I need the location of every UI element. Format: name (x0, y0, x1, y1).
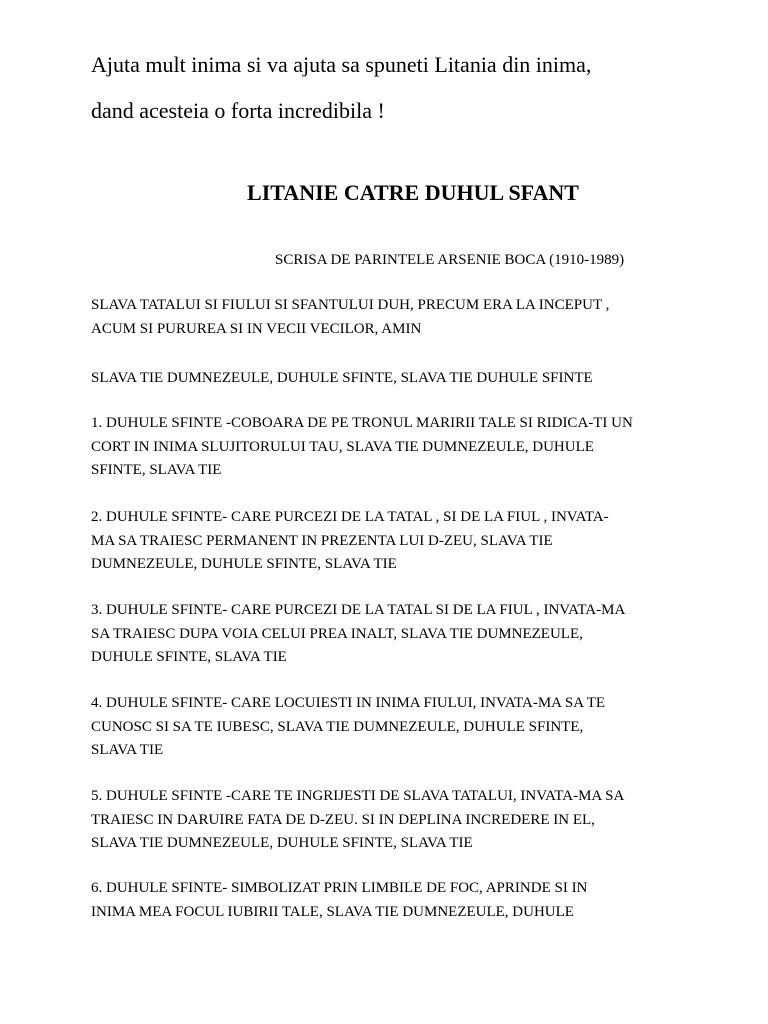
paragraph-line: 1. DUHULE SFINTE -COBOARA DE PE TRONUL MARIRII TALE SI RIDICA-TI UN (91, 415, 633, 431)
paragraph-line: DUMNEZEULE, DUHULE SFINTE, SLAVA TIE (91, 556, 397, 572)
paragraph-doxology (91, 294, 751, 341)
paragraph-line: MA SA TRAIESC PERMANENT IN PREZENTA LUI D-ZEU, SLAVA TIE (91, 532, 553, 549)
paragraph-line: SLAVA TIE DUMNEZEULE, DUHULE SFINTE, SLAVA TIE DUHULE SFINTE (91, 370, 593, 386)
paragraph-line: CORT IN INIMA SLUJITORULUI TAU, SLAVA TIE DUMNEZEULE, DUHULE (91, 438, 594, 455)
paragraph-invocation-6 (91, 877, 751, 924)
paragraph-line: ACUM SI PURUREA SI IN VECII VECILOR, AMIN (91, 320, 422, 337)
intro-line-1: Ajuta mult inima si va ajuta sa spuneti Litania din inima, (91, 52, 592, 77)
paragraph-line: SLAVA TATALUI SI FIULUI SI SFANTULUI DUH, PRECUM ERA LA INCEPUT , (91, 297, 610, 313)
document-title: LITANIE CATRE DUHUL SFANT (247, 180, 579, 205)
intro-text (91, 42, 731, 134)
paragraph-line: SFINTE, SLAVA TIE (91, 462, 222, 478)
paragraph-line: SLAVA TIE DUMNEZEULE, DUHULE SFINTE, SLAVA TIE (91, 835, 473, 851)
paragraph-line: 6. DUHULE SFINTE- SIMBOLIZAT PRIN LIMBILE DE FOC, APRINDE SI IN (91, 880, 588, 896)
paragraph-refrain (91, 367, 751, 391)
intro-line-2: dand acesteia o forta incredibila ! (91, 98, 385, 123)
paragraph-line: SA TRAIESC DUPA VOIA CELUI PREA INALT, SLAVA TIE DUMNEZEULE, (91, 625, 583, 642)
paragraph-line: 3. DUHULE SFINTE- CARE PURCEZI DE LA TATAL SI DE LA FIUL , INVATA-MA (91, 602, 626, 618)
paragraph-line: DUHULE SFINTE, SLAVA TIE (91, 649, 287, 665)
paragraph-invocation-4 (91, 692, 751, 763)
paragraph-line: CUNOSC SI SA TE IUBESC, SLAVA TIE DUMNEZEULE, DUHULE SFINTE, (91, 718, 584, 735)
paragraph-invocation-3 (91, 599, 751, 670)
paragraph-line: TRAIESC IN DARUIRE FATA DE D-ZEU. SI IN DEPLINA INCREDERE IN EL, (91, 811, 595, 828)
paragraph-line: 4. DUHULE SFINTE- CARE LOCUIESTI IN INIMA FIULUI, INVATA-MA SA TE (91, 695, 606, 711)
paragraph-line: SLAVA TIE (91, 742, 164, 758)
paragraph-line: INIMA MEA FOCUL IUBIRII TALE, SLAVA TIE DUMNEZEULE, DUHULE (91, 903, 574, 920)
paragraph-invocation-1 (91, 412, 751, 483)
paragraph-invocation-5 (91, 785, 751, 856)
paragraph-invocation-2 (91, 506, 751, 577)
paragraph-line: 2. DUHULE SFINTE- CARE PURCEZI DE LA TATAL , SI DE LA FIUL , INVATA- (91, 509, 609, 525)
document-subtitle: SCRISA DE PARINTELE ARSENIE BOCA (1910-1989) (275, 252, 625, 268)
paragraph-line: 5. DUHULE SFINTE -CARE TE INGRIJESTI DE SLAVA TATALUI, INVATA-MA SA (91, 788, 625, 804)
